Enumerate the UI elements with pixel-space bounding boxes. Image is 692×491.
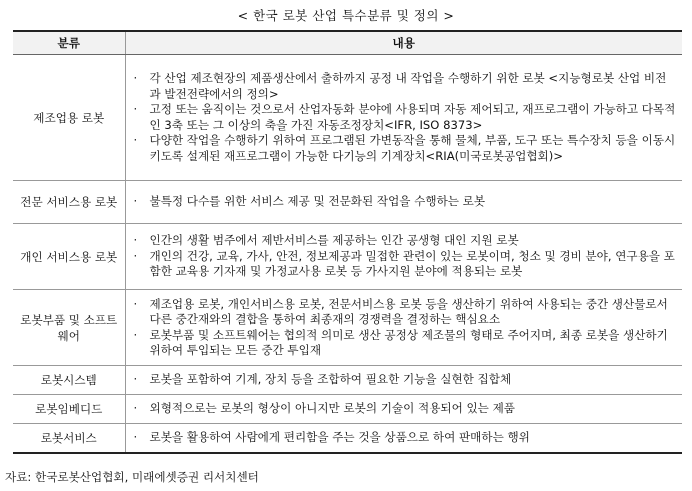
bullet-icon: ·: [133, 102, 138, 116]
bullet-list: [130, 297, 677, 359]
category-cell: 로봇임베디드: [13, 395, 125, 424]
table-row: [13, 55, 682, 181]
table-header-row: [13, 31, 682, 55]
category-cell: 로봇서비스: [13, 424, 125, 453]
content-cell: [125, 181, 682, 224]
item-text: 불특정 다수를 위한 서비스 제공 및 전문화된 작업을 수행하는 로봇: [149, 194, 486, 209]
item-text: 외형적으로는 로봇의 형상이 아니지만 로봇의 기술이 적용되어 있는 제품: [149, 401, 515, 416]
list-item: [130, 372, 677, 388]
list-item: [130, 328, 677, 359]
list-item: [130, 401, 677, 417]
table-row: [13, 424, 682, 453]
list-item: [130, 297, 677, 328]
item-text: 로봇을 활용하여 사람에게 편리함을 주는 것을 상품으로 하여 판매하는 행위: [149, 430, 530, 444]
bullet-list: [130, 430, 677, 446]
list-item: [130, 71, 677, 102]
category-cell: 로봇시스템: [13, 366, 125, 395]
table-title: < 한국 로봇 산업 특수분류 및 정의 >: [237, 8, 455, 23]
table-row: [13, 395, 682, 424]
bullet-icon: ·: [133, 372, 138, 387]
table-row: [13, 290, 682, 366]
header-category: 분류: [13, 31, 125, 55]
list-item: [130, 133, 677, 164]
category-cell: 전문 서비스용 로봇: [13, 181, 125, 224]
bullet-icon: ·: [133, 430, 138, 444]
bullet-icon: ·: [133, 133, 138, 147]
bullet-icon: ·: [133, 327, 138, 342]
bullet-list: [130, 401, 677, 417]
category-cell: 개인 서비스용 로봇: [13, 224, 125, 290]
header-content: 내용: [125, 31, 682, 55]
list-item: [130, 249, 677, 280]
item-text: 인간의 생활 범주에서 제반서비스를 제공하는 인간 공생형 대인 지원 로봇: [149, 233, 519, 248]
table-row: [13, 224, 682, 290]
bullet-list: [130, 194, 677, 210]
item-text: 제조업용 로봇, 개인서비스용 로봇, 전문서비스용 로봇 등을 생산하기 위하여 사용되는 중간 생산물로서 다른 중간재와의 결합을 통하여 최종재의 경쟁력을 결정하는 핵심요소: [149, 296, 668, 326]
list-item: [130, 430, 677, 446]
content-cell: [125, 366, 682, 395]
category-cell: 제조업용 로봇: [13, 55, 125, 181]
content-cell: [125, 290, 682, 366]
bullet-icon: ·: [133, 71, 138, 85]
category-cell: 로봇부품 및 소프트웨어: [13, 290, 125, 366]
content-cell: [125, 395, 682, 424]
bullet-list: [130, 71, 677, 164]
list-item: [130, 233, 677, 249]
item-text: 개인의 건강, 교육, 가사, 안전, 정보제공과 밀접한 관련이 있는 로봇이며, 청소 및 경비 분야, 연구용을 포함한 교육용 기자재 및 가정교사용 로봇 등 가사지원 분야에 적용되는 로봇: [149, 248, 675, 279]
item-text: 로봇을 포함하여 기계, 장치 등을 조합하여 필요한 기능을 실현한 집합체: [149, 372, 512, 387]
bullet-icon: ·: [133, 248, 138, 263]
source-note: 자료: 한국로봇산업협회, 미래에셋증권 리서치센터: [5, 470, 259, 484]
bullet-icon: ·: [133, 401, 138, 416]
bullet-list: [130, 372, 677, 388]
table-row: [13, 181, 682, 224]
bullet-icon: ·: [133, 233, 138, 248]
content-cell: [125, 224, 682, 290]
item-text: 각 산업 제조현장의 제품생산에서 출하까지 공정 내 작업을 수행하기 위한 로봇 <지능형로봇 산업 비전과 발전전략에서의 정의>: [149, 71, 667, 101]
item-text: 로봇부품 및 소프트웨어는 협의적 의미로 생산 공정상 제조물의 형태로 주어지며, 최종 로봇을 생산하기 위하여 투입되는 모든 중간 투입재: [149, 327, 668, 357]
bullet-icon: ·: [133, 194, 138, 209]
item-text: 고정 또는 움직이는 것으로서 산업자동화 분야에 사용되며 자동 제어되고, 재프로그램이 가능하고 다목적인 3축 또는 그 이상의 축을 가진 자동조정장치<IFR, ISO 8373>: [149, 102, 676, 132]
list-item: [130, 194, 677, 210]
bullet-list: [130, 233, 677, 280]
bullet-icon: ·: [133, 296, 138, 311]
content-cell: [125, 424, 682, 453]
robot-classification-table: [13, 30, 682, 454]
item-text: 다양한 작업을 수행하기 위하여 프로그램된 가변동작을 통해 물체, 부품, 도구 또는 특수장치 등을 이동시키도록 설계된 재프로그램이 가능한 다기능의 기계장치<RIA(미국로봇공업협회)>: [149, 133, 676, 163]
table-row: [13, 366, 682, 395]
content-cell: [125, 55, 682, 181]
list-item: [130, 102, 677, 133]
